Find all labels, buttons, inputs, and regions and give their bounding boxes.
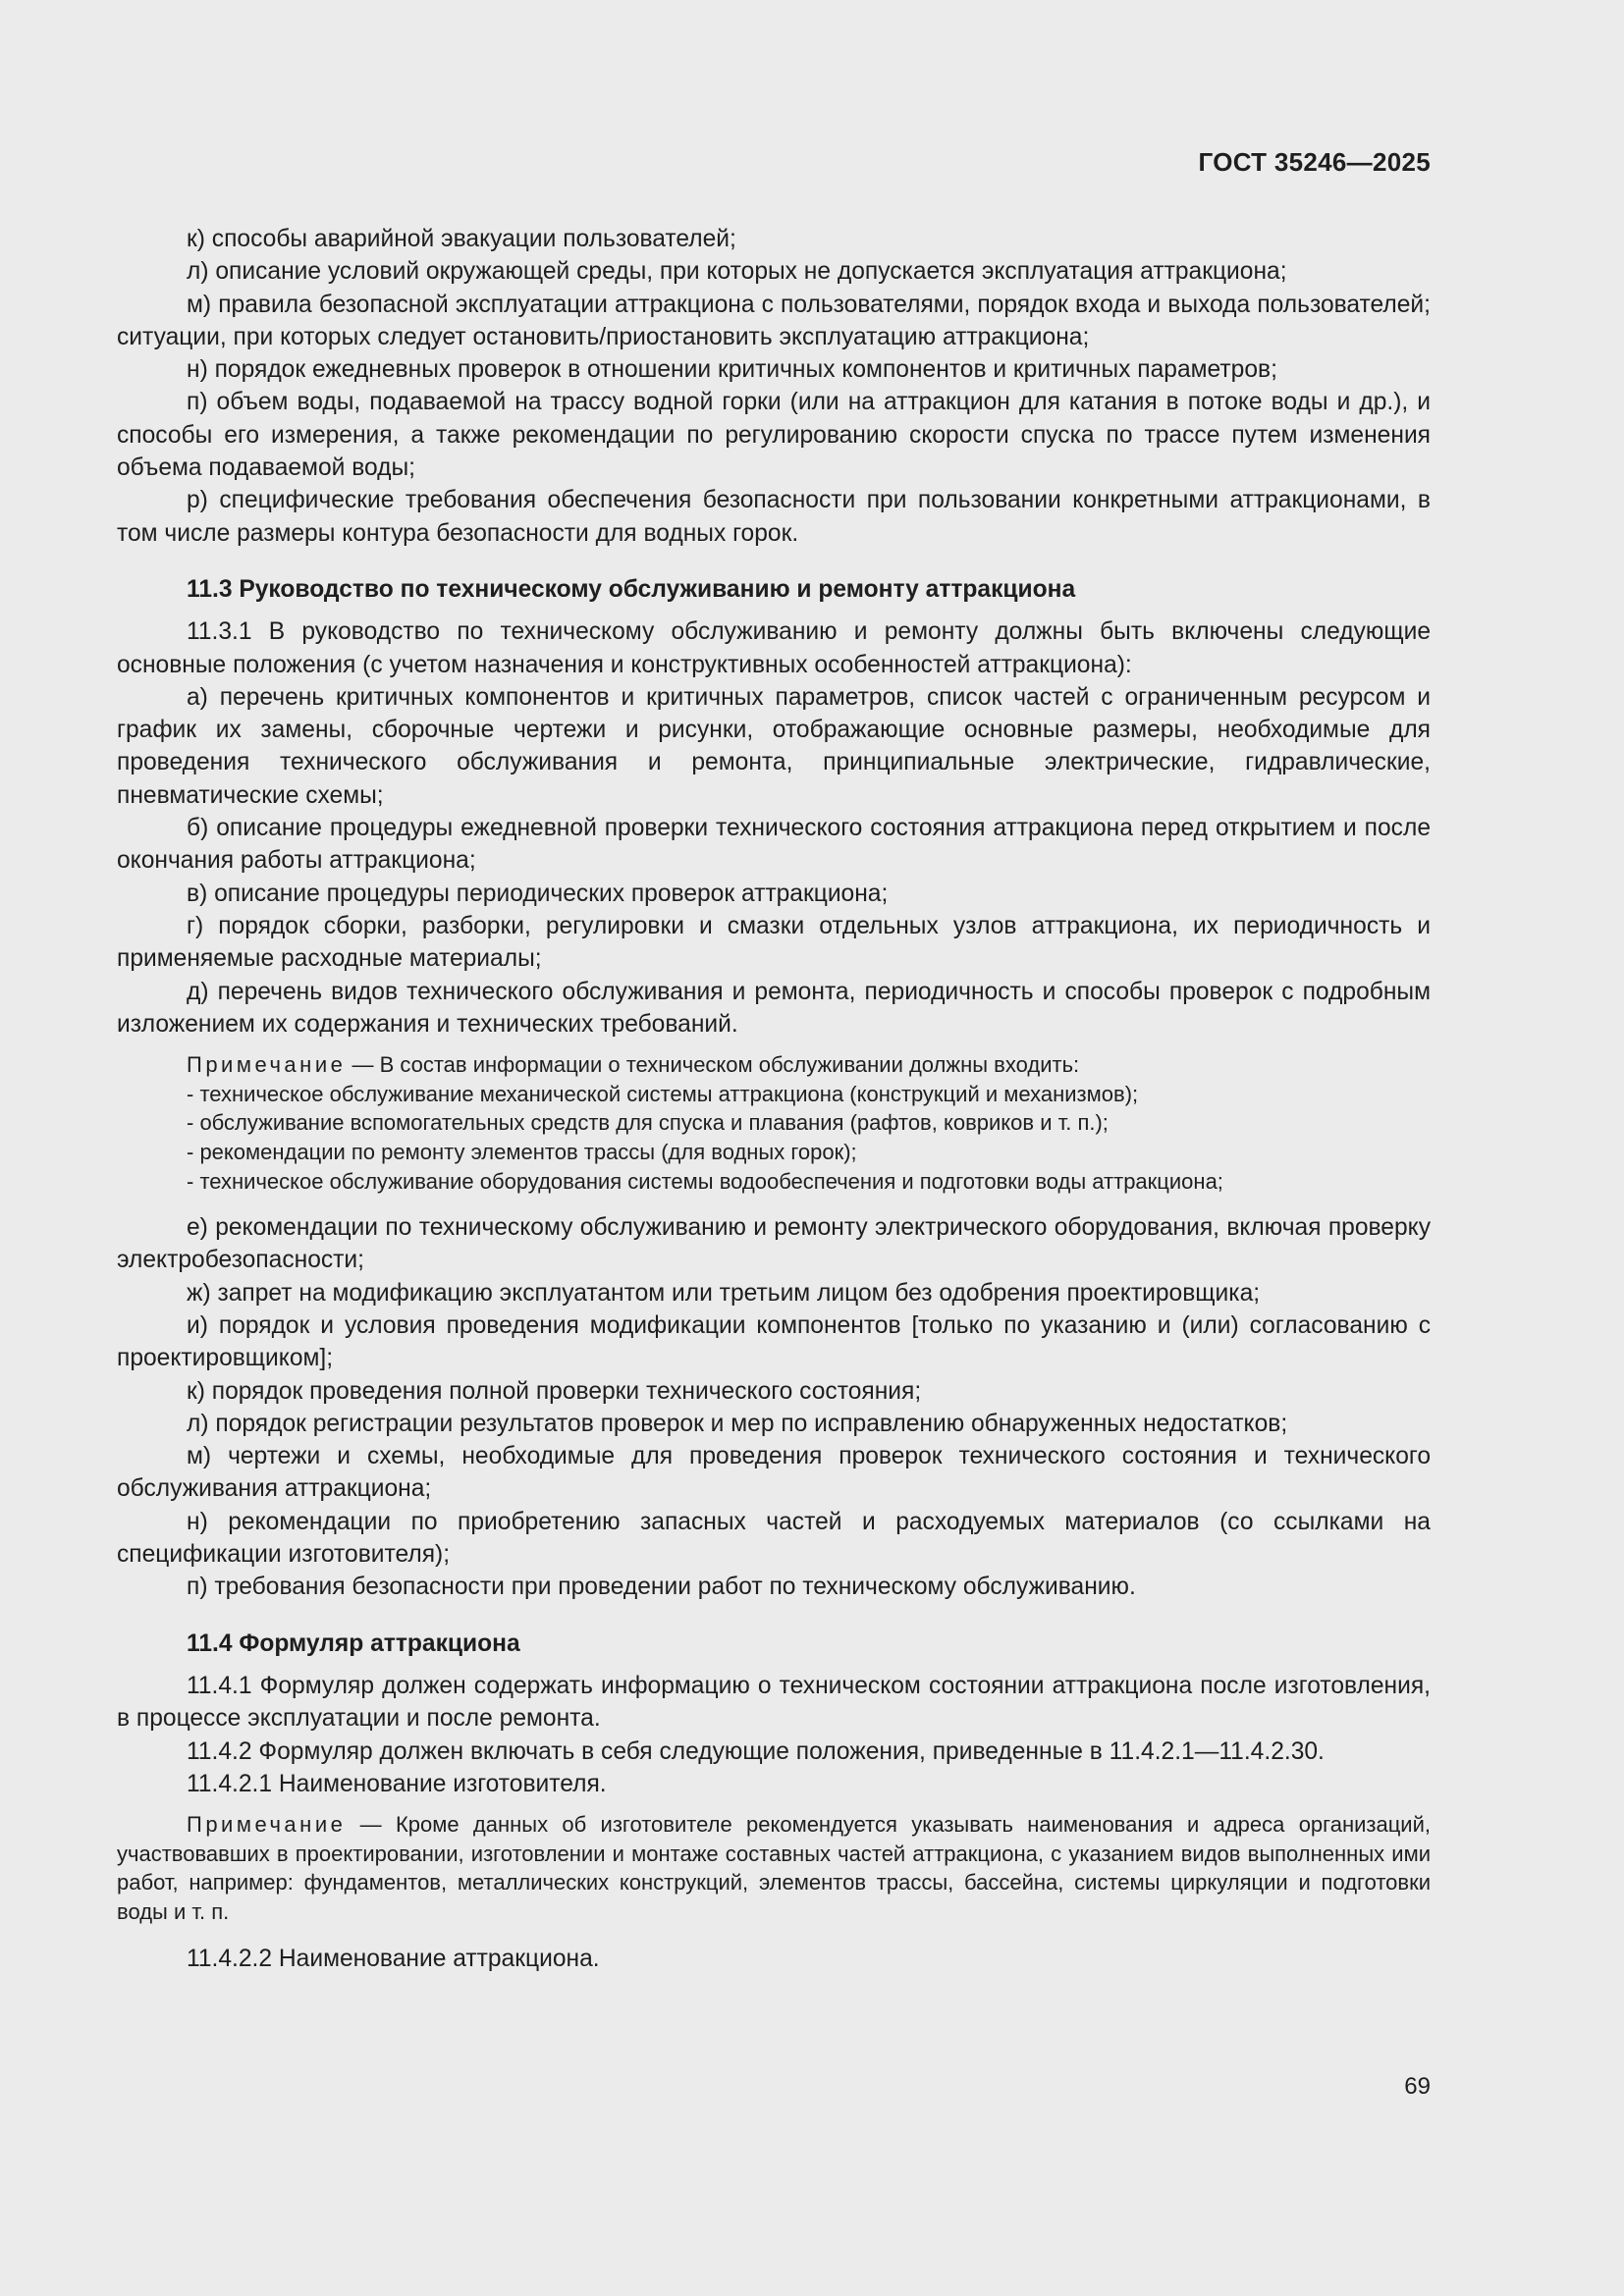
list-item: н) рекомендации по приобретению запасных частей и расходуемых материалов (со ссылками на спецификации изготовителя); [117, 1508, 1431, 1569]
list-item: е) рекомендации по техническому обслуживанию и ремонту электрического оборудования, включая проверку электробезопасности; [117, 1214, 1431, 1274]
list-item: л) порядок регистрации результатов проверок и мер по исправлению обнаруженных недостатков; [187, 1410, 1288, 1437]
paragraph: 11.4.2 Формуляр должен включать в себя следующие положения, приведенные в 11.4.2.1—11.4.2.30. [187, 1737, 1325, 1765]
list-top [117, 223, 1431, 550]
list-item: б) описание процедуры ежедневной проверки технического состояния аттракциона перед открытием и после окончания работы аттракциона; [117, 815, 1431, 875]
list-item: л) описание условий окружающей среды, при которых не допускается эксплуатация аттракциона; [187, 258, 1287, 286]
list-item: ж) запрет на модификацию эксплуатантом или третьим лицом без одобрения проектировщика; [187, 1279, 1261, 1307]
list-item: н) порядок ежедневных проверок в отношении критичных компонентов и критичных параметров; [187, 356, 1277, 384]
section-intro: 11.3.1 В руководство по техническому обслуживанию и ремонту должны быть включены следующие основные положения (с учетом назначения и конструктивных особенностей аттракциона): [117, 618, 1431, 678]
note-line: - техническое обслуживание механической системы аттракциона (конструкций и механизмов); [187, 1081, 1139, 1106]
list-11-3-a [117, 681, 1431, 1041]
list-item: а) перечень критичных компонентов и критичных параметров, список частей с ограниченным ресурсом и график их замены, сборочные чертежи и рисунки, отображающие основные размеры, необходимые для проведения технического обслуживания и ремонта, принципиальные электрические, гидравлические, пневматические схемы; [117, 683, 1431, 809]
list-11-3-b [117, 1211, 1431, 1604]
list-item: д) перечень видов технического обслуживания и ремонта, периодичность и способы проверок с подробным изложением их содержания и технических требований. [117, 978, 1431, 1038]
section-heading-11-3: 11.3 Руководство по техническому обслуживанию и ремонту аттракциона [187, 575, 1076, 603]
note-line: - техническое обслуживание оборудования системы водообеспечения и подготовки воды аттракциона; [187, 1168, 1223, 1194]
list-item: в) описание процедуры периодических проверок аттракциона; [187, 880, 889, 907]
paragraph: 11.4.1 Формуляр должен содержать информацию о техническом состоянии аттракциона после изготовления, в процессе эксплуатации и после ремонта. [117, 1672, 1431, 1733]
list-item: к) способы аварийной эвакуации пользователей; [187, 226, 736, 252]
list-item: к) порядок проведения полной проверки технического состояния; [187, 1377, 922, 1405]
section-heading-11-4: 11.4 Формуляр аттракциона [187, 1629, 520, 1657]
paragraph: 11.4.2.2 Наименование аттракциона. [187, 1945, 600, 1972]
note-label: Примечание [187, 1052, 347, 1078]
page-number: 69 [1404, 2073, 1431, 2100]
note-label: Примечание [187, 1812, 347, 1838]
document-id-header: ГОСТ 35246—2025 [1198, 147, 1431, 177]
list-item: г) порядок сборки, разборки, регулировки и смазки отдельных узлов аттракциона, их периодичность и применяемые расходные материалы; [117, 912, 1431, 973]
note-block-11-3 [117, 1050, 1431, 1196]
list-item: м) чертежи и схемы, необходимые для проведения проверок технического состояния и технического обслуживания аттракциона; [117, 1443, 1431, 1503]
note-lead-line [187, 1050, 1431, 1080]
list-item: п) объем воды, подаваемой на трассу водной горки (или на аттракцион для катания в потоке воды и др.), и способы его измерения, а также рекомендации по регулированию скорости спуска по трассе путем изменения объема подаваемой воды; [117, 389, 1431, 482]
note-line: - рекомендации по ремонту элементов трассы (для водных горок); [187, 1139, 857, 1164]
note-block-11-4 [117, 1810, 1431, 1926]
document-body [117, 223, 1431, 1975]
note-lead: — В состав информации о техническом обслуживании должны входить: [346, 1052, 1080, 1078]
list-item: п) требования безопасности при проведении работ по техническому обслуживанию. [187, 1574, 1136, 1601]
note-line: - обслуживание вспомогательных средств для спуска и плавания (рафтов, ковриков и т. п.); [187, 1110, 1109, 1136]
list-item: и) порядок и условия проведения модификации компонентов [только по указанию и (или) согласованию с проектировщиком]; [117, 1311, 1431, 1372]
list-item: м) правила безопасной эксплуатации аттракциона с пользователями, порядок входа и выхода пользователей; ситуации, при которых следует остановить/приостановить эксплуатацию аттракциона; [117, 291, 1431, 350]
paragraph: 11.4.2.1 Наименование изготовителя. [187, 1770, 607, 1797]
note-text: — Кроме данных об изготовителе рекомендуется указывать наименования и адреса организаций, участвовавших в проектировании, изготовлении и монтаже составных частей аттракциона, с указанием видов выполненных ими работ, например: фундаментов, металлических конструкций, элементов трассы, бассейна, системы циркуляции и подготовки воды и т. п. [117, 1812, 1431, 1924]
list-item: р) специфические требования обеспечения безопасности при пользовании конкретными аттракционами, в том числе размеры контура безопасности для водных горок. [117, 487, 1431, 547]
note-paragraph [117, 1810, 1431, 1926]
